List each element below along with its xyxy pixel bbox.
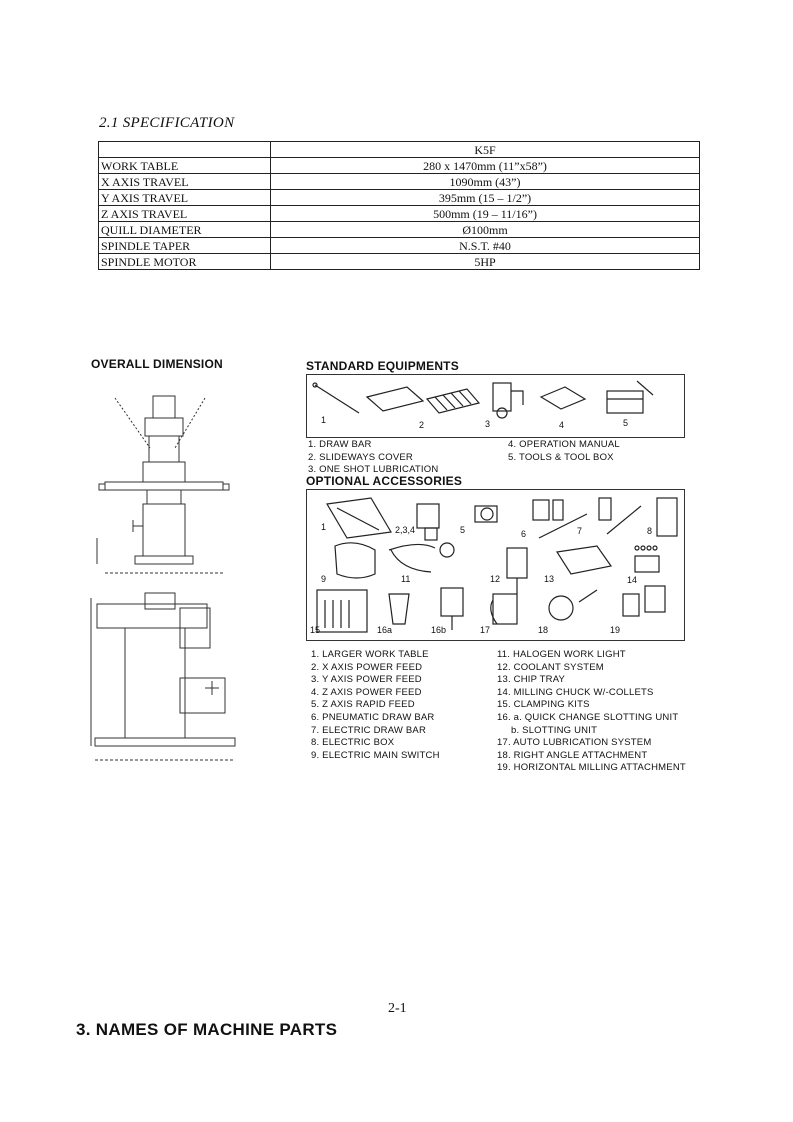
optional-callout: 12 <box>490 574 501 584</box>
optional-callout: 1 <box>321 522 327 532</box>
optional-callout: 16a <box>377 625 393 635</box>
spec-label: Z AXIS TRAVEL <box>99 206 271 222</box>
optional-callout: 15 <box>310 625 321 635</box>
optional-accessories-panel <box>306 489 685 641</box>
spec-label: WORK TABLE <box>99 158 271 174</box>
list-item: 3. ONE SHOT LUBRICATION <box>308 464 439 476</box>
list-item: 1. DRAW BAR <box>308 439 372 450</box>
spec-value: 5HP <box>271 254 700 270</box>
table-row <box>99 206 700 222</box>
table-row <box>99 190 700 206</box>
standard-callout: 2 <box>419 420 425 430</box>
table-row <box>99 174 700 190</box>
list-item: 14. MILLING CHUCK W/-COLLETS <box>497 686 654 698</box>
list-item: 13. CHIP TRAY <box>497 674 566 686</box>
next-section-heading: 3. NAMES OF MACHINE PARTS <box>76 1020 338 1039</box>
spec-value: 280 x 1470mm (11”x58”) <box>271 158 700 174</box>
standard-callout: 4 <box>559 420 565 430</box>
spec-label: SPINDLE MOTOR <box>99 254 271 270</box>
spec-value: 395mm (15 – 1/2”) <box>271 190 700 206</box>
optional-callout: 14 <box>627 575 638 585</box>
spec-header-row <box>99 142 700 158</box>
optional-callout: 17 <box>480 625 491 635</box>
spec-value: 500mm (19 – 11/16”) <box>271 206 700 222</box>
optional-callout: 5 <box>460 525 466 535</box>
standard-list-left <box>308 439 438 477</box>
optional-accessories-illustration <box>307 490 683 639</box>
table-row <box>99 238 700 254</box>
list-item: 15. CLAMPING KITS <box>497 699 590 711</box>
spec-label: SPINDLE TAPER <box>99 238 271 254</box>
spec-header-empty <box>99 142 271 158</box>
list-item: 8. ELECTRIC BOX <box>311 737 395 749</box>
list-item: 3. Y AXIS POWER FEED <box>311 674 422 686</box>
standard-list-right <box>508 439 620 464</box>
table-row <box>99 254 700 270</box>
spec-table <box>98 141 700 270</box>
spec-value: 1090mm (43”) <box>271 174 700 190</box>
list-item: 16. a. QUICK CHANGE SLOTTING UNIT <box>497 711 679 723</box>
optional-callout: 8 <box>647 526 653 536</box>
machine-dimension-drawing <box>85 378 260 773</box>
list-item: 7. ELECTRIC DRAW BAR <box>311 724 427 736</box>
standard-callout: 3 <box>485 419 491 429</box>
optional-callout: 7 <box>577 526 583 536</box>
optional-list-left <box>311 649 440 762</box>
optional-callout: 9 <box>321 574 327 584</box>
list-item: 17. AUTO LUBRICATION SYSTEM <box>497 737 652 749</box>
list-item: 1. LARGER WORK TABLE <box>311 649 429 660</box>
optional-callout: 16b <box>431 625 447 635</box>
spec-value: N.S.T. #40 <box>271 238 700 254</box>
optional-callout: 6 <box>521 529 527 539</box>
optional-callout: 2,3,4 <box>395 525 416 535</box>
list-item: 2. X AXIS POWER FEED <box>311 661 423 673</box>
spec-label: Y AXIS TRAVEL <box>99 190 271 206</box>
spec-label: QUILL DIAMETER <box>99 222 271 238</box>
list-item: 5. Z AXIS RAPID FEED <box>311 699 415 711</box>
list-item: 2. SLIDEWAYS COVER <box>308 451 413 463</box>
table-row <box>99 222 700 238</box>
list-item: 5. TOOLS & TOOL BOX <box>508 451 614 463</box>
optional-callout: 11 <box>401 574 411 584</box>
list-item: 6. PNEUMATIC DRAW BAR <box>311 711 435 723</box>
spec-value: Ø100mm <box>271 222 700 238</box>
list-item: 11. HALOGEN WORK LIGHT <box>497 649 626 660</box>
spec-heading: 2.1 SPECIFICATION <box>99 115 235 131</box>
standard-equipments-panel <box>306 374 685 438</box>
list-item: 19. HORIZONTAL MILLING ATTACHMENT <box>497 762 686 774</box>
overall-dimension-title: OVERALL DIMENSION <box>91 357 223 371</box>
standard-callout: 5 <box>623 418 629 428</box>
table-row <box>99 158 700 174</box>
spec-label: X AXIS TRAVEL <box>99 174 271 190</box>
list-item: b. SLOTTING UNIT <box>511 724 598 736</box>
optional-accessories-title: OPTIONAL ACCESSORIES <box>306 474 463 488</box>
standard-callout: 1 <box>321 415 327 425</box>
page-number: 2-1 <box>388 1001 407 1016</box>
optional-callout: 19 <box>610 625 621 635</box>
list-item: 18. RIGHT ANGLE ATTACHMENT <box>497 749 648 761</box>
spec-model: K5F <box>271 142 700 158</box>
list-item: 4. Z AXIS POWER FEED <box>311 686 422 698</box>
list-item: 12. COOLANT SYSTEM <box>497 661 604 673</box>
optional-callout: 13 <box>544 574 555 584</box>
list-item: 9. ELECTRIC MAIN SWITCH <box>311 749 440 761</box>
standard-equipments-title: STANDARD EQUIPMENTS <box>306 359 459 373</box>
optional-callout: 18 <box>538 625 549 635</box>
list-item: 4. OPERATION MANUAL <box>508 439 620 450</box>
optional-list-right <box>497 649 686 775</box>
